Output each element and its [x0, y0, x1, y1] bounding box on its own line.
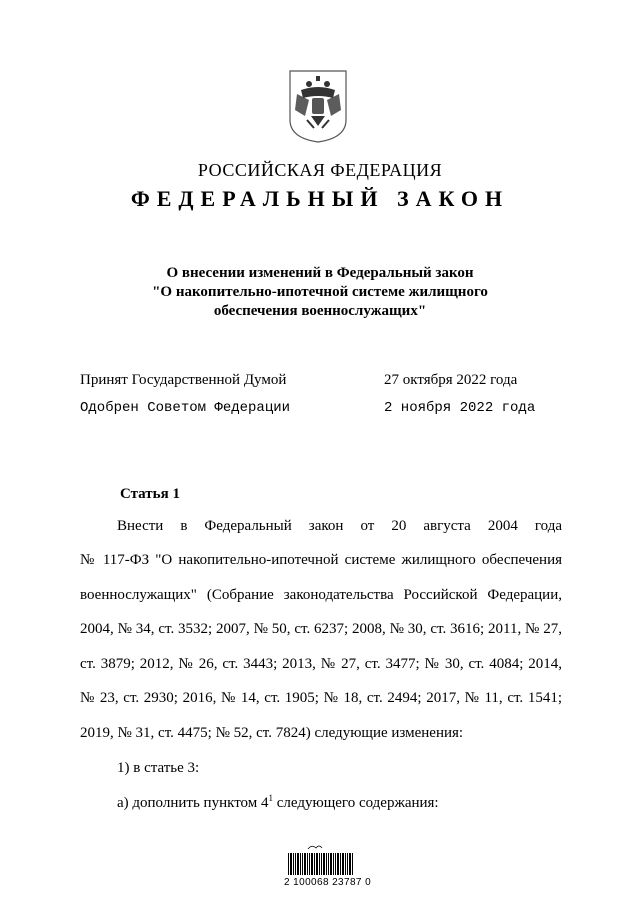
law-title: [0, 264, 640, 321]
article-text-line: 2004, № 34, ст. 3532; 2007, № 50, ст. 6237; 2008, № 30, ст. 3616; 2011, № 27,: [80, 621, 562, 637]
article-text-line: № 117-ФЗ "О накопительно-ипотечной системе жилищного обеспечения: [80, 552, 562, 568]
barcode-number: 2 100068 23787 0: [284, 877, 372, 888]
coat-of-arms-emblem: [287, 68, 349, 144]
article-text-line: 2019, № 31, ст. 4475; № 52, ст. 7824) следующие изменения:: [80, 725, 464, 741]
law-title-line: О внесении изменений в Федеральный закон: [166, 265, 474, 281]
law-title-line: "О накопительно-ипотечной системе жилищного: [152, 284, 488, 300]
council-approval-label: Одобрен Советом Федерации: [80, 400, 291, 416]
list-item-a: [117, 795, 439, 812]
article-text-line: ст. 3879; 2012, № 26, ст. 3443; 2013, № 27, ст. 3477; № 30, ст. 4084; 2014,: [80, 656, 562, 672]
article-text-line: Внести в Федеральный закон от 20 августа 2004 года: [117, 518, 562, 534]
list-item-a-superscript: 1: [268, 793, 274, 803]
list-item-1: 1) в статье 3:: [117, 760, 200, 776]
council-approval-date: 2 ноября 2022 года: [384, 400, 536, 416]
list-item-a-text: а) дополнить пунктом 4: [117, 795, 269, 811]
country-name: РОССИЙСКАЯ ФЕДЕРАЦИЯ: [197, 160, 443, 180]
article-heading: Статья 1: [120, 486, 180, 502]
law-type-heading: ФЕДЕРАЛЬНЫЙ ЗАКОН: [130, 186, 510, 211]
law-title-line: обеспечения военнослужащих": [213, 303, 427, 319]
list-item-a-text-end: следующего содержания:: [273, 795, 439, 811]
duma-adoption-date: 27 октября 2022 года: [384, 372, 518, 388]
duma-adoption-label: Принят Государственной Думой: [80, 372, 287, 388]
article-text-line: № 23, ст. 2930; 2016, № 14, ст. 1905; № 18, ст. 2494; 2017, № 11, ст. 1541;: [80, 690, 562, 706]
article-text-line: военнослужащих" (Собрание законодательства Российской Федерации,: [80, 587, 562, 603]
